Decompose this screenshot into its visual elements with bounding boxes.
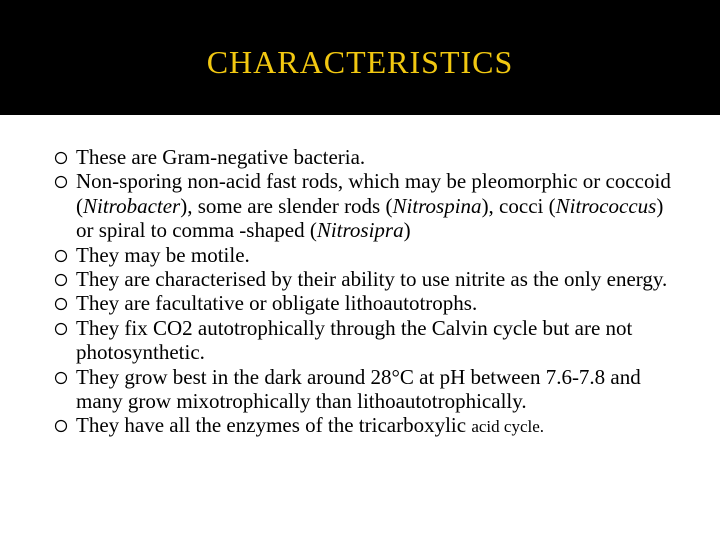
hollow-circle-bullet-icon: [54, 273, 68, 287]
list-item-text: ), cocci (: [481, 193, 556, 218]
title-bar: [0, 0, 720, 112]
list-item: [54, 291, 684, 315]
genus-name: Nitrospina: [392, 193, 482, 218]
list-item-text: These are Gram-negative bacteria.: [76, 145, 366, 169]
list-item: [54, 243, 684, 267]
hollow-circle-bullet-icon: [54, 249, 68, 263]
list-item-text: They grow best in the dark around 28°C at pH between 7.6-7.8 and many grow mixotrophically than lithoautotrophically.: [76, 364, 641, 414]
list-item: [54, 169, 684, 242]
list-item: [54, 365, 684, 414]
list-item-text: They may be motile.: [76, 242, 250, 267]
bullet-list: [54, 145, 684, 440]
content-area: [0, 115, 720, 540]
hollow-circle-bullet-icon: [54, 371, 68, 385]
list-item-text: ) or spiral to comma -shaped (: [76, 193, 664, 243]
list-item-text: ), some are slender rods (: [180, 193, 393, 218]
list-item: [54, 316, 684, 365]
hollow-circle-bullet-icon: [54, 151, 68, 165]
list-item-text: Non-sporing non-acid fast rods, which may be pleomorphic or coccoid (: [76, 169, 671, 218]
list-item: [54, 145, 684, 169]
hollow-circle-bullet-icon: [54, 297, 68, 311]
hollow-circle-bullet-icon: [54, 322, 68, 336]
list-item-text: They have all the enzymes of the tricarboxylic: [76, 413, 472, 438]
list-item: [54, 267, 684, 291]
list-item-text: They are characterised by their ability to use nitrite as the only energy.: [76, 267, 668, 292]
genus-name: Nitrobacter: [83, 193, 181, 218]
list-item-text-tail: acid cycle.: [471, 417, 545, 437]
hollow-circle-bullet-icon: [54, 175, 68, 189]
list-item-text: ): [403, 218, 411, 243]
hollow-circle-bullet-icon: [54, 419, 68, 433]
genus-name: Nitrosipra: [316, 218, 404, 243]
genus-name: Nitrococcus: [555, 193, 657, 218]
list-item-text: They fix CO2 autotrophically through the Calvin cycle but are not photosynthetic.: [76, 315, 633, 365]
list-item: [54, 413, 684, 439]
slide-title: CHARACTERISTICS: [206, 44, 514, 80]
list-item-text: They are facultative or obligate lithoautotrophs.: [76, 291, 478, 316]
